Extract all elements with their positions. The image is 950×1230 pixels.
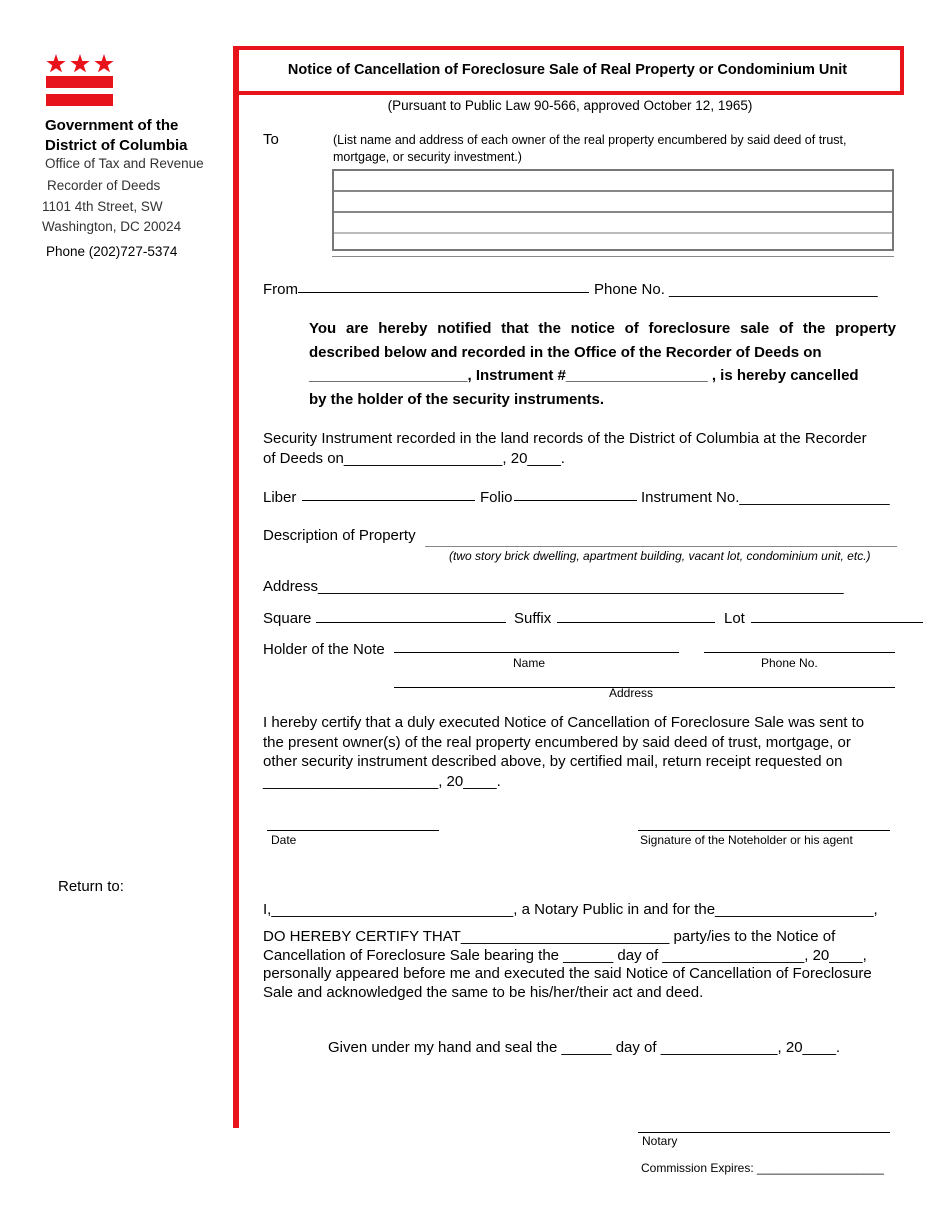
security-paragraph bbox=[263, 429, 903, 468]
liber-field[interactable] bbox=[302, 500, 475, 501]
from-field[interactable] bbox=[298, 292, 589, 293]
frame-left-border bbox=[233, 46, 239, 1128]
commission-expires-field[interactable]: Commission Expires: ___________________ bbox=[641, 1161, 884, 1175]
owner-address-field[interactable] bbox=[332, 169, 894, 251]
notary-caption: Notary bbox=[642, 1134, 678, 1148]
holder-name-caption: Name bbox=[513, 656, 546, 670]
square-label: Square bbox=[263, 610, 312, 627]
folio-field[interactable] bbox=[514, 500, 637, 501]
instrument-field[interactable]: Instrument No.__________________ bbox=[641, 489, 890, 506]
notice-line: described below and recorded in the Office of the Recorder of Deeds on bbox=[309, 343, 822, 361]
address-field[interactable]: Address_______________________________________________________________ bbox=[263, 578, 844, 595]
certify-line: the present owner(s) of the real property encumbered by said deed of trust, mortgage, or bbox=[263, 733, 851, 751]
signature-field[interactable] bbox=[638, 830, 890, 831]
street-address: 1101 4th Street, SW bbox=[42, 199, 163, 214]
government-name bbox=[45, 116, 188, 156]
notice-line: You are hereby notified that the notice of foreclosure sale of the property bbox=[309, 320, 896, 337]
suffix-field[interactable] bbox=[557, 622, 715, 623]
notice-line[interactable]: ___________________, Instrument #_________________ , is hereby cancelled bbox=[309, 367, 859, 384]
certify-line: I hereby certify that a duly executed Notice of Cancellation of Foreclosure Sale was sent to bbox=[263, 714, 865, 731]
notice-line: by the holder of the security instruments. bbox=[309, 390, 605, 408]
lot-label: Lot bbox=[724, 610, 745, 627]
description-label: Description of Property bbox=[263, 527, 416, 544]
holder-phone-field[interactable] bbox=[704, 652, 895, 653]
notary-certify-line: Sale and acknowledged the same to be his/her/their act and deed. bbox=[263, 983, 704, 1001]
holder-label: Holder of the Note bbox=[263, 641, 385, 658]
owner-row-divider bbox=[334, 211, 892, 213]
phone-number: Phone (202)727-5374 bbox=[46, 244, 178, 259]
description-field[interactable] bbox=[425, 546, 897, 547]
security-date-field[interactable]: of Deeds on___________________, 20____. bbox=[263, 449, 565, 467]
notary-certify-line[interactable]: DO HEREBY CERTIFY THAT_________________________ party/ies to the Notice of bbox=[263, 928, 836, 945]
signature-caption: Signature of the Noteholder or his agent bbox=[640, 833, 853, 847]
security-line: Security Instrument recorded in the land records of the District of Columbia at the Recorder bbox=[263, 430, 867, 447]
flag-bar bbox=[46, 76, 113, 88]
notary-certify-line[interactable]: Cancellation of Foreclosure Sale bearing the ______ day of _________________, 20____, bbox=[263, 946, 867, 964]
department-name: Recorder of Deeds bbox=[47, 178, 161, 193]
flag-star-icon bbox=[70, 54, 89, 72]
notary-intro[interactable]: I,_____________________________, a Notary Public in and for the___________________, bbox=[263, 901, 878, 918]
notary-signature-field[interactable] bbox=[638, 1132, 890, 1133]
notary-certify-paragraph bbox=[263, 928, 903, 1002]
owner-bottom-rule bbox=[332, 256, 894, 257]
return-to-label: Return to: bbox=[58, 878, 124, 895]
form-title: Notice of Cancellation of Foreclosure Sale of Real Property or Condominium Unit bbox=[287, 62, 848, 78]
lot-field[interactable] bbox=[751, 622, 923, 623]
date-caption: Date bbox=[271, 833, 297, 847]
form-subtitle: (Pursuant to Public Law 90-566, approved October 12, 1965) bbox=[387, 98, 753, 113]
phone-field[interactable]: Phone No. _________________________ bbox=[594, 281, 878, 298]
holder-name-field[interactable] bbox=[394, 652, 679, 653]
liber-label: Liber bbox=[263, 489, 297, 506]
flag-star-icon bbox=[46, 54, 65, 72]
notary-certify-line: personally appeared before me and executed the said Notice of Cancellation of Foreclosure bbox=[263, 965, 872, 982]
from-label: From bbox=[263, 281, 298, 298]
office-name: Office of Tax and Revenue bbox=[45, 156, 204, 171]
description-hint: (two story brick dwelling, apartment building, vacant lot, condominium unit, etc.) bbox=[449, 549, 871, 563]
certify-date-field[interactable]: _____________________, 20____. bbox=[263, 772, 501, 790]
owner-row-divider bbox=[334, 190, 892, 192]
square-field[interactable] bbox=[316, 622, 506, 623]
government-line-1: Government of the bbox=[45, 117, 179, 134]
holder-phone-caption: Phone No. bbox=[761, 656, 818, 670]
city-address: Washington, DC 20024 bbox=[42, 219, 182, 234]
folio-label: Folio bbox=[480, 489, 513, 506]
flag-star-icon bbox=[94, 54, 113, 72]
notice-paragraph bbox=[309, 317, 896, 411]
date-field[interactable] bbox=[267, 830, 439, 831]
owner-row-divider bbox=[334, 232, 892, 234]
certify-paragraph bbox=[263, 713, 903, 791]
given-line[interactable]: Given under my hand and seal the ______ day of ______________, 20____. bbox=[328, 1039, 841, 1056]
government-line-2: District of Columbia bbox=[45, 137, 188, 154]
to-label: To bbox=[263, 131, 279, 148]
holder-address-caption: Address bbox=[609, 686, 654, 700]
to-instructions: (List name and address of each owner of the real property encumbered by said deed of trust, mortgage, or security investment.) bbox=[333, 133, 847, 164]
certify-line: other security instrument described above, by certified mail, return receipt requested on bbox=[263, 753, 843, 770]
suffix-label: Suffix bbox=[514, 610, 552, 627]
title-box bbox=[235, 46, 904, 95]
